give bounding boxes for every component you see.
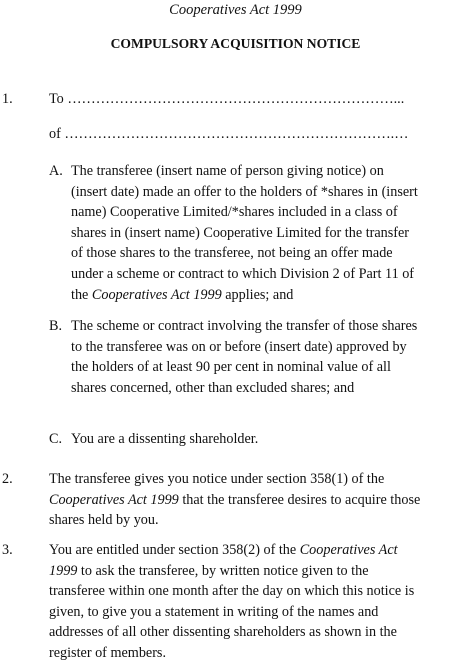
sub-a-line: shares in (insert name) Cooperative Limited for the transfer: [71, 224, 410, 241]
sub-a-act-ref: Cooperatives Act 1999: [91, 286, 222, 303]
item-3-line: [49, 561, 471, 582]
sub-a-last-prefix: the: [71, 286, 92, 303]
sub-b-line: The scheme or contract involving the transfer of those shares: [71, 318, 418, 334]
sub-a-line: The transferee (insert name of person giving notice) on: [71, 163, 384, 179]
item-3-line-prefix: You are entitled under section 358(2) of the: [49, 542, 300, 558]
sub-c-letter: C.: [49, 431, 63, 447]
sub-b-line: shares concerned, other than excluded shares; and: [71, 379, 355, 396]
item-2-line: The transferee gives you notice under section 358(1) of the: [49, 471, 385, 487]
sub-b-text: [71, 316, 471, 398]
act-title: Cooperatives Act 1999: [169, 2, 302, 18]
item-2-number: 2.: [2, 471, 13, 487]
item-3-text: [49, 540, 471, 664]
sub-a-line: of those shares to the transferee, not being an offer made: [71, 245, 393, 262]
item-1-number: 1.: [2, 91, 13, 107]
sub-b-line: the holders of at least 90 per cent in nominal value of all: [71, 359, 391, 376]
notice-heading: COMPULSORY ACQUISITION NOTICE: [110, 36, 361, 51]
sub-a-line: under a scheme or contract to which Division 2 of Part 11 of: [71, 265, 415, 282]
sub-a-line: name) Cooperative Limited/*shares included in a class of: [71, 204, 398, 221]
sub-a-line: (insert date) made an offer to the holders of *shares in (insert: [71, 183, 418, 200]
sub-a-last-line: [71, 285, 471, 306]
item-2-act-ref: Cooperatives Act 1999: [49, 491, 179, 508]
item-3-line: register of members.: [49, 644, 167, 661]
item-2-line: [49, 490, 471, 511]
to-line: To ……………………………………………………………...: [49, 91, 405, 107]
sub-b-letter: B.: [49, 318, 63, 334]
sub-a-text: [71, 161, 471, 305]
item-3-line: given, to give you a statement in writing of the names and: [49, 603, 379, 620]
item-3-line: addresses of all other dissenting shareholders as shown in the: [49, 624, 397, 641]
of-line: of …………………………………………………………….…: [49, 126, 409, 142]
item-2-line-suffix: that the transferee desires to acquire those: [178, 491, 421, 508]
item-3-act-year: 1999: [49, 562, 78, 579]
sub-a-last-suffix: applies; and: [221, 286, 294, 303]
item-3-line: transferee within one month after the day on which this notice is: [49, 583, 415, 600]
item-3-act-ref: Cooperatives Act: [299, 542, 398, 558]
item-3-line: [49, 540, 471, 561]
item-3-line-suffix: to ask the transferee, by written notice given to the: [77, 562, 369, 579]
item-2-text: [49, 469, 471, 531]
sub-a-letter: A.: [49, 163, 63, 179]
item-2-line: shares held by you.: [49, 512, 159, 529]
sub-b-line: to the transferee was on or before (insert date) approved by: [71, 338, 407, 355]
item-3-number: 3.: [2, 542, 13, 558]
sub-c-text: You are a dissenting shareholder.: [71, 431, 259, 447]
